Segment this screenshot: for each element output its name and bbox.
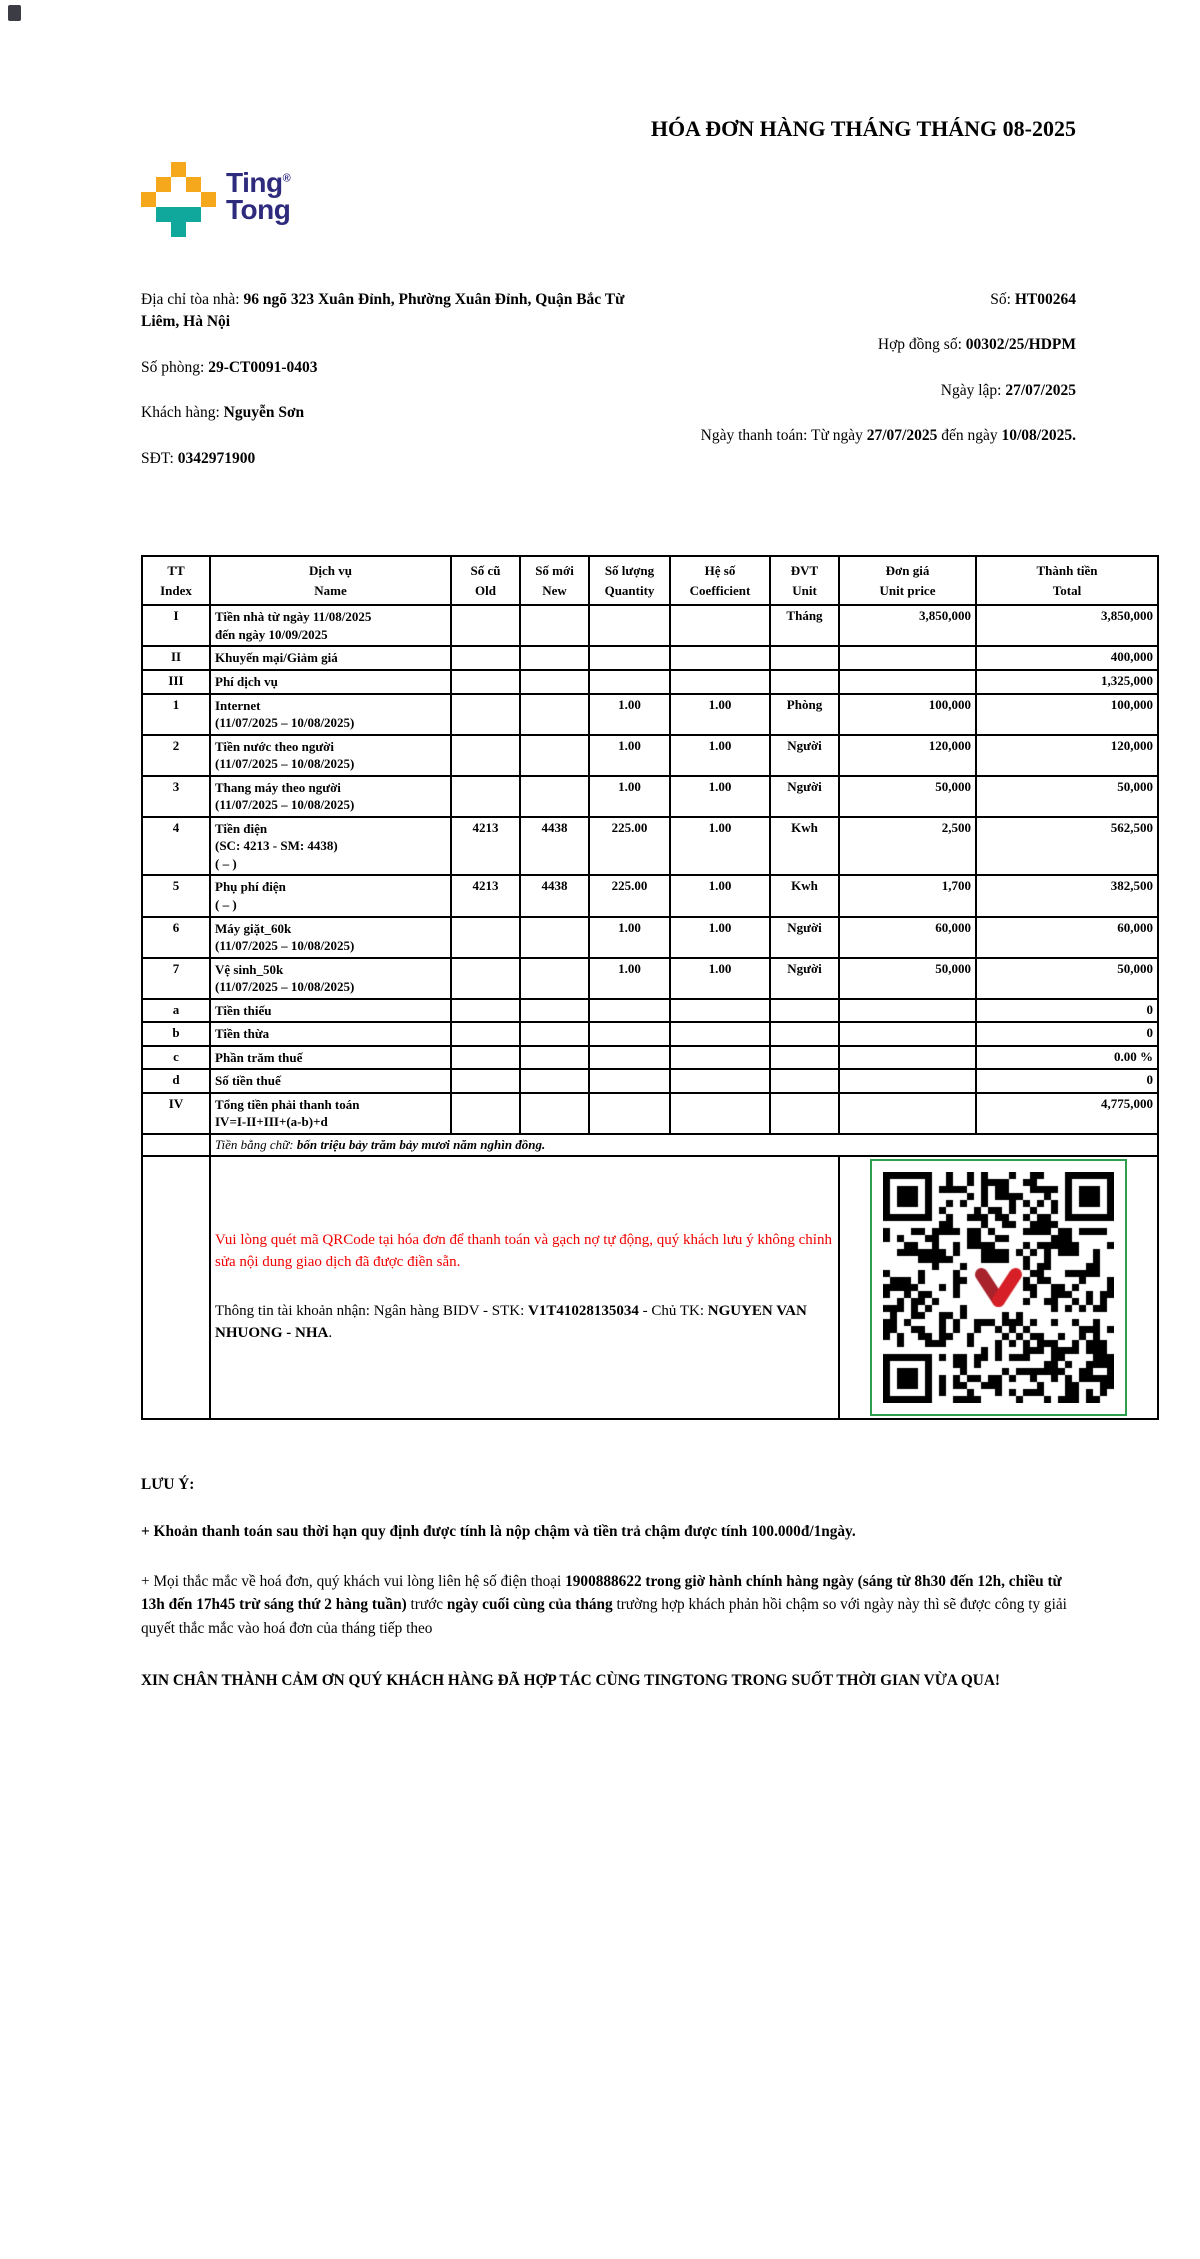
unit-price-cell — [839, 1046, 976, 1070]
unit-price-cell: 100,000 — [839, 694, 976, 735]
old-reading-cell — [451, 1022, 520, 1046]
quantity-cell — [589, 1046, 670, 1070]
quantity-cell — [589, 1069, 670, 1093]
note-item: + Mọi thắc mắc về hoá đơn, quý khách vui lòng liên hệ số điện thoại 1900888622 trong giờ hành chính hàng ngày (sáng từ 8h30 đến 12h, chiều từ 13h đến 17h45 trừ sáng thứ 2 hàng tuần) trước ngày cuối cùng của tháng trường hợp khách phản hồi chậm so với ngày này thì sẽ được công ty giải quyết thắc mắc vào hoá đơn của tháng tiếp theo — [141, 1572, 1067, 1638]
index-cell: b — [142, 1022, 210, 1046]
index-cell: 5 — [142, 875, 210, 916]
old-reading-cell — [451, 999, 520, 1023]
logo-pixel — [156, 177, 171, 192]
new-reading-cell — [520, 1069, 589, 1093]
tingtong-pixel-arrow-icon — [141, 162, 216, 237]
unit-price-cell — [839, 646, 976, 670]
old-reading-cell — [451, 1046, 520, 1070]
invoice-meta-line: Hợp đồng số: 00302/25/HDPM — [877, 336, 1076, 354]
logo-pixel — [171, 222, 186, 237]
old-reading-cell — [451, 1093, 520, 1134]
old-reading-cell — [451, 958, 520, 999]
table-row — [142, 735, 1158, 776]
unit-price-cell: 60,000 — [839, 917, 976, 958]
unit-cell — [770, 1022, 839, 1046]
customer-info-line: Địa chỉ tòa nhà: 96 ngõ 323 Xuân Đỉnh, Phường Xuân Đỉnh, Quận Bắc Từ Liêm, Hà Nội — [141, 291, 625, 331]
total-cell: 60,000 — [976, 917, 1158, 958]
page-corner-artifact — [8, 5, 21, 21]
table-row — [142, 670, 1158, 694]
table-row — [142, 1093, 1158, 1134]
new-reading-cell — [520, 605, 589, 646]
total-cell: 0.00 % — [976, 1046, 1158, 1070]
unit-price-cell: 3,850,000 — [839, 605, 976, 646]
quantity-cell — [589, 646, 670, 670]
new-reading-cell — [520, 1093, 589, 1134]
service-name-cell: Vệ sinh_50k (11/07/2025 – 10/08/2025) — [210, 958, 451, 999]
index-cell: 6 — [142, 917, 210, 958]
old-reading-cell — [451, 1069, 520, 1093]
new-reading-cell — [520, 1022, 589, 1046]
table-row — [142, 917, 1158, 958]
unit-price-cell — [839, 1022, 976, 1046]
brand-name: Ting® Tong — [226, 167, 291, 225]
unit-cell: Kwh — [770, 817, 839, 876]
payment-text-cell — [210, 1156, 839, 1419]
quantity-cell: 1.00 — [589, 917, 670, 958]
notes-list — [141, 1520, 1080, 1641]
old-reading-cell — [451, 605, 520, 646]
service-name-cell: Internet (11/07/2025 – 10/08/2025) — [210, 694, 451, 735]
table-header-cell: Dịch vụ Name — [210, 556, 451, 605]
customer-info-line: Số phòng: 29-CT0091-0403 — [141, 358, 318, 376]
qr-code-cell — [839, 1156, 1158, 1419]
total-cell: 50,000 — [976, 958, 1158, 999]
coefficient-cell — [670, 999, 770, 1023]
coefficient-cell: 1.00 — [670, 694, 770, 735]
new-reading-cell — [520, 958, 589, 999]
table-row — [142, 875, 1158, 916]
new-reading-cell — [520, 646, 589, 670]
payment-row — [142, 1156, 1158, 1419]
index-cell: 7 — [142, 958, 210, 999]
logo-pixel — [201, 192, 216, 207]
invoice-meta — [655, 289, 1076, 493]
old-reading-cell — [451, 694, 520, 735]
unit-price-cell: 1,700 — [839, 875, 976, 916]
table-header-cell: Thành tiền Total — [976, 556, 1158, 605]
invoice-info — [0, 289, 1200, 493]
unit-price-cell — [839, 1093, 976, 1134]
new-reading-cell — [520, 735, 589, 776]
customer-info-line: SĐT: 0342971900 — [141, 449, 256, 467]
account-info-text: Thông tin tài khoản nhận: Ngân hàng BIDV - STK: V1T41028135034 - Chủ TK: NGUYEN VAN NHUONG - NHA. — [215, 1302, 807, 1342]
notes-heading: LƯU Ý: — [141, 1476, 195, 1494]
coefficient-cell — [670, 1022, 770, 1046]
logo-pixel — [186, 177, 201, 192]
unit-price-cell: 50,000 — [839, 776, 976, 817]
new-reading-cell — [520, 999, 589, 1023]
brand-logo — [141, 162, 290, 237]
table-row — [142, 958, 1158, 999]
index-cell: c — [142, 1046, 210, 1070]
invoice-meta-line: Số: HT00264 — [990, 291, 1076, 308]
table-row — [142, 776, 1158, 817]
unit-price-cell — [839, 999, 976, 1023]
table-header-cell: Số lượng Quantity — [589, 556, 670, 605]
unit-price-cell — [839, 670, 976, 694]
closing-message: XIN CHÂN THÀNH CẢM ƠN QUÝ KHÁCH HÀNG ĐÃ HỢP TÁC CÙNG TINGTONG TRONG SUỐT THỜI GIAN VỪA QUA! — [141, 1671, 1000, 1689]
unit-cell — [770, 646, 839, 670]
index-cell: a — [142, 999, 210, 1023]
table-header-cell: ĐVT Unit — [770, 556, 839, 605]
table-header-cell: TT Index — [142, 556, 210, 605]
customer-info-line: Khách hàng: Nguyễn Sơn — [141, 404, 305, 422]
unit-cell — [770, 1046, 839, 1070]
quantity-cell: 225.00 — [589, 875, 670, 916]
new-reading-cell: 4438 — [520, 817, 589, 876]
index-cell: 2 — [142, 735, 210, 776]
notes-section — [0, 1476, 1200, 1693]
logo-pixel — [156, 207, 171, 222]
logo-pixel — [186, 207, 201, 222]
coefficient-cell — [670, 1069, 770, 1093]
total-cell: 100,000 — [976, 694, 1158, 735]
table-header-cell: Hệ số Coefficient — [670, 556, 770, 605]
index-cell: 1 — [142, 694, 210, 735]
service-name-cell: Tiền nhà từ ngày 11/08/2025 đến ngày 10/09/2025 — [210, 605, 451, 646]
new-reading-cell — [520, 670, 589, 694]
unit-cell: Kwh — [770, 875, 839, 916]
service-name-cell: Tiền thiếu — [210, 999, 451, 1023]
header — [0, 0, 1200, 237]
coefficient-cell: 1.00 — [670, 735, 770, 776]
quantity-cell — [589, 670, 670, 694]
coefficient-cell — [670, 646, 770, 670]
total-cell: 382,500 — [976, 875, 1158, 916]
new-reading-cell: 4438 — [520, 875, 589, 916]
service-name-cell: Tiền thừa — [210, 1022, 451, 1046]
unit-price-cell: 50,000 — [839, 958, 976, 999]
index-cell: 3 — [142, 776, 210, 817]
quantity-cell: 1.00 — [589, 958, 670, 999]
coefficient-cell: 1.00 — [670, 875, 770, 916]
coefficient-cell: 1.00 — [670, 917, 770, 958]
old-reading-cell: 4213 — [451, 875, 520, 916]
service-name-cell: Tiền nước theo người (11/07/2025 – 10/08/2025) — [210, 735, 451, 776]
index-cell: d — [142, 1069, 210, 1093]
quantity-cell — [589, 605, 670, 646]
service-name-cell: Máy giặt_60k (11/07/2025 – 10/08/2025) — [210, 917, 451, 958]
total-cell: 0 — [976, 1069, 1158, 1093]
qr-code-frame — [870, 1159, 1127, 1416]
table-header-cell: Số mới New — [520, 556, 589, 605]
coefficient-cell: 1.00 — [670, 776, 770, 817]
total-cell: 0 — [976, 999, 1158, 1023]
unit-price-cell: 120,000 — [839, 735, 976, 776]
old-reading-cell: 4213 — [451, 817, 520, 876]
table-row — [142, 1022, 1158, 1046]
total-cell: 50,000 — [976, 776, 1158, 817]
total-cell: 3,850,000 — [976, 605, 1158, 646]
invoice-meta-line: Ngày thanh toán: Từ ngày 27/07/2025 đến ngày 10/08/2025. — [700, 427, 1076, 445]
quantity-cell: 1.00 — [589, 776, 670, 817]
old-reading-cell — [451, 776, 520, 817]
amount-in-words-cell — [210, 1134, 1158, 1156]
new-reading-cell — [520, 776, 589, 817]
total-cell: 1,325,000 — [976, 670, 1158, 694]
table-row — [142, 999, 1158, 1023]
unit-cell — [770, 670, 839, 694]
new-reading-cell — [520, 694, 589, 735]
unit-cell: Người — [770, 776, 839, 817]
table-row — [142, 646, 1158, 670]
index-cell: IV — [142, 1093, 210, 1134]
unit-cell: Người — [770, 735, 839, 776]
index-cell: II — [142, 646, 210, 670]
unit-cell: Phòng — [770, 694, 839, 735]
service-name-cell: Khuyến mại/Giảm giá — [210, 646, 451, 670]
quantity-cell: 225.00 — [589, 817, 670, 876]
quantity-cell: 1.00 — [589, 735, 670, 776]
table-header-row — [142, 556, 1158, 605]
service-name-cell: Tiền điện (SC: 4213 - SM: 4438) ( – ) — [210, 817, 451, 876]
unit-cell — [770, 1093, 839, 1134]
customer-info — [141, 289, 655, 493]
service-name-cell: Phí dịch vụ — [210, 670, 451, 694]
quantity-cell — [589, 999, 670, 1023]
amount-in-words-value: bốn triệu bảy trăm bảy mươi năm nghìn đồng. — [296, 1137, 546, 1153]
total-cell: 562,500 — [976, 817, 1158, 876]
total-cell: 0 — [976, 1022, 1158, 1046]
quantity-cell — [589, 1022, 670, 1046]
coefficient-cell: 1.00 — [670, 958, 770, 999]
index-cell — [142, 1156, 210, 1419]
table-row — [142, 817, 1158, 876]
table-row — [142, 1069, 1158, 1093]
table-header-cell: Số cũ Old — [451, 556, 520, 605]
table-header-cell: Đơn giá Unit price — [839, 556, 976, 605]
note-item: + Khoản thanh toán sau thời hạn quy định được tính là nộp chậm và tiền trả chậm được tính 100.000đ/1ngày. — [141, 1523, 856, 1541]
invoice-table — [141, 555, 1159, 1420]
invoice-meta-line: Ngày lập: 27/07/2025 — [940, 381, 1076, 399]
service-name-cell: Số tiền thuế — [210, 1069, 451, 1093]
total-cell: 120,000 — [976, 735, 1158, 776]
table-row — [142, 1046, 1158, 1070]
registered-mark: ® — [282, 172, 291, 185]
logo-pixel — [171, 162, 186, 177]
invoice-title: HÓA ĐƠN HÀNG THÁNG THÁNG 08-2025 — [650, 116, 1076, 141]
index-cell: III — [142, 670, 210, 694]
index-cell: I — [142, 605, 210, 646]
unit-cell: Người — [770, 917, 839, 958]
payment-qr-code — [883, 1172, 1114, 1403]
old-reading-cell — [451, 735, 520, 776]
new-reading-cell — [520, 917, 589, 958]
total-cell: 4,775,000 — [976, 1093, 1158, 1134]
logo-pixel — [141, 192, 156, 207]
qr-instruction-text: Vui lòng quét mã QRCode tại hóa đơn để thanh toán và gạch nợ tự động, quý khách lưu ý không chỉnh sửa nội dung giao dịch đã được điền sẵn. — [215, 1232, 832, 1271]
coefficient-cell: 1.00 — [670, 817, 770, 876]
unit-price-cell — [839, 1069, 976, 1093]
coefficient-cell — [670, 605, 770, 646]
total-cell: 400,000 — [976, 646, 1158, 670]
old-reading-cell — [451, 917, 520, 958]
quantity-cell: 1.00 — [589, 694, 670, 735]
index-cell: 4 — [142, 817, 210, 876]
unit-cell — [770, 999, 839, 1023]
index-cell — [142, 1134, 210, 1156]
table-row — [142, 605, 1158, 646]
old-reading-cell — [451, 646, 520, 670]
service-name-cell: Phần trăm thuế — [210, 1046, 451, 1070]
coefficient-cell — [670, 670, 770, 694]
unit-price-cell: 2,500 — [839, 817, 976, 876]
coefficient-cell — [670, 1093, 770, 1134]
unit-cell — [770, 1069, 839, 1093]
table-row — [142, 694, 1158, 735]
service-name-cell: Phụ phí điện ( – ) — [210, 875, 451, 916]
unit-cell: Tháng — [770, 605, 839, 646]
old-reading-cell — [451, 670, 520, 694]
quantity-cell — [589, 1093, 670, 1134]
service-name-cell: Thang máy theo người (11/07/2025 – 10/08/2025) — [210, 776, 451, 817]
unit-cell: Người — [770, 958, 839, 999]
logo-pixel — [171, 207, 186, 222]
new-reading-cell — [520, 1046, 589, 1070]
amount-in-words-label: Tiền bằng chữ: — [215, 1137, 297, 1153]
amount-in-words-row — [142, 1134, 1158, 1156]
service-name-cell: Tổng tiền phải thanh toán IV=I-II+III+(a-b)+d — [210, 1093, 451, 1134]
coefficient-cell — [670, 1046, 770, 1070]
